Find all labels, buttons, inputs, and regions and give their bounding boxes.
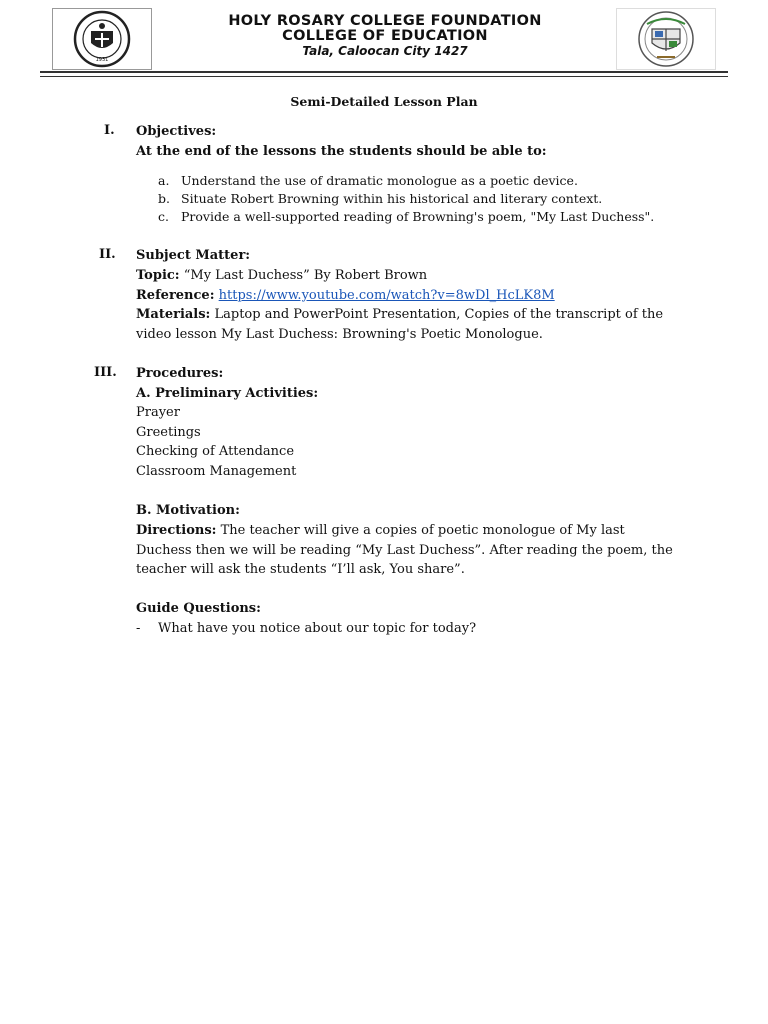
directions-paragraph	[136, 521, 676, 580]
procedures-heading: Procedures:	[136, 366, 224, 381]
materials-label: Materials:	[136, 307, 211, 322]
preliminary-item: Greetings	[136, 425, 201, 440]
preliminary-item: Checking of Attendance	[136, 444, 295, 459]
objective-item: Understand the use of dramatic monologue as a poetic device.	[181, 173, 578, 188]
section-number: II.	[99, 247, 116, 262]
guide-bullet: -	[136, 621, 141, 636]
preliminary-heading: A. Preliminary Activities:	[136, 386, 319, 401]
materials-line	[136, 305, 676, 344]
objective-item: Provide a well-supported reading of Browning's poem, "My Last Duchess".	[181, 209, 655, 224]
college-seal-logo	[52, 8, 152, 70]
objectives-heading: Objectives:	[136, 124, 217, 139]
reference-line	[136, 286, 555, 306]
motivation-heading: B. Motivation:	[136, 503, 240, 518]
reference-link[interactable]: https://www.youtube.com/watch?v=8wDl_HcLK8M	[218, 288, 555, 303]
guide-questions-heading: Guide Questions:	[136, 601, 261, 616]
header-divider	[40, 71, 728, 77]
college-address: Tala, Caloocan City 1427	[302, 44, 468, 58]
directions-label: Directions:	[136, 523, 217, 538]
section-number: I.	[104, 123, 115, 138]
subject-heading: Subject Matter:	[136, 248, 251, 263]
college-name: HOLY ROSARY COLLEGE FOUNDATION	[228, 13, 542, 29]
list-marker: c.	[158, 209, 169, 224]
preliminary-item: Classroom Management	[136, 464, 297, 479]
topic-value: “My Last Duchess” By Robert Brown	[179, 268, 428, 283]
reference-label: Reference:	[136, 288, 215, 303]
guide-question: What have you notice about our topic for today?	[158, 621, 477, 636]
document-title: Semi-Detailed Lesson Plan	[290, 94, 478, 109]
directions-value: The teacher will give a copies of poetic monologue of My last Duchess then we will be reading “My Last Duchess”. After reading the poem, the teacher will ask the students “I’ll ask, You share”.	[136, 523, 673, 578]
section-number: III.	[94, 365, 117, 380]
topic-line	[136, 266, 427, 286]
topic-label: Topic:	[136, 268, 180, 283]
education-seal-logo	[616, 8, 716, 70]
list-marker: b.	[158, 191, 170, 206]
materials-value: Laptop and PowerPoint Presentation, Copies of the transcript of the video lesson My Last Duchess: Browning's Poetic Monologue.	[136, 307, 664, 342]
list-marker: a.	[158, 173, 170, 188]
objectives-intro: At the end of the lessons the students should be able to:	[136, 144, 547, 159]
preliminary-item: Prayer	[136, 405, 180, 420]
letterhead-text	[180, 13, 590, 59]
svg-text:1931: 1931	[95, 57, 109, 63]
letterhead	[40, 6, 728, 74]
objective-item: Situate Robert Browning within his historical and literary context.	[181, 191, 603, 206]
department-name: COLLEGE OF EDUCATION	[282, 28, 488, 44]
